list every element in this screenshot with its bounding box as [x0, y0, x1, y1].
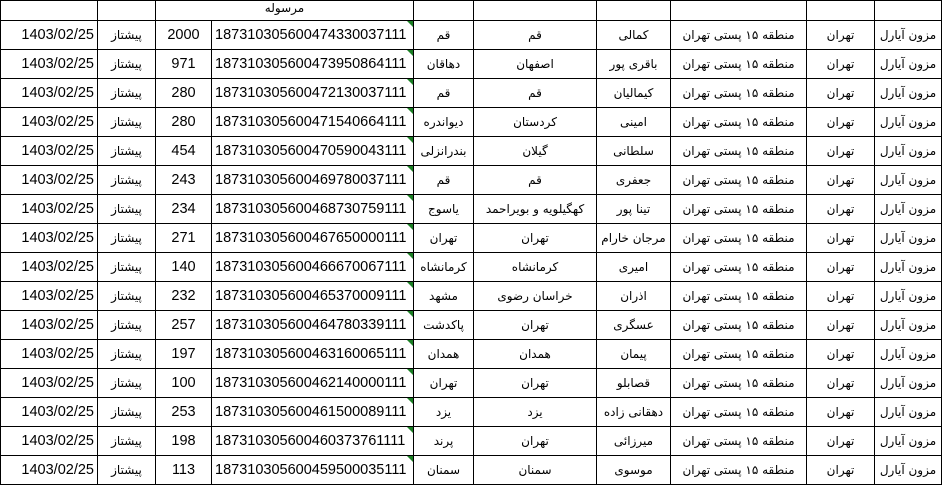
lastname-cell[interactable]: مرجان خارام: [597, 224, 671, 253]
city-cell[interactable]: قم: [414, 79, 474, 108]
service-cell[interactable]: پیشتاز: [98, 369, 156, 398]
cell[interactable]: [474, 1, 597, 21]
region-cell[interactable]: منطقه ۱۵ پستی تهران: [671, 50, 807, 79]
service-cell[interactable]: پیشتاز: [98, 137, 156, 166]
date-cell[interactable]: 1403/02/25: [1, 108, 98, 137]
province-cell[interactable]: تهران: [474, 427, 597, 456]
origin-cell[interactable]: تهران: [807, 282, 875, 311]
province-cell[interactable]: همدان: [474, 340, 597, 369]
service-cell[interactable]: پیشتاز: [98, 456, 156, 485]
region-cell[interactable]: منطقه ۱۵ پستی تهران: [671, 427, 807, 456]
sender-cell[interactable]: مزون آیارل: [875, 253, 942, 282]
city-cell[interactable]: تهران: [414, 224, 474, 253]
barcode-cell[interactable]: 187310305600474330037111: [212, 21, 414, 50]
region-cell[interactable]: منطقه ۱۵ پستی تهران: [671, 166, 807, 195]
table-row: [1, 79, 942, 108]
region-cell[interactable]: منطقه ۱۵ پستی تهران: [671, 398, 807, 427]
origin-cell[interactable]: تهران: [807, 253, 875, 282]
sender-cell[interactable]: مزون آیارل: [875, 137, 942, 166]
barcode-cell[interactable]: 187310305600462140000111: [212, 369, 414, 398]
cell[interactable]: [98, 1, 156, 21]
region-cell[interactable]: منطقه ۱۵ پستی تهران: [671, 21, 807, 50]
province-cell[interactable]: قم: [474, 166, 597, 195]
table-row: [1, 340, 942, 369]
barcode-cell[interactable]: 187310305600466670067111: [212, 253, 414, 282]
region-cell[interactable]: منطقه ۱۵ پستی تهران: [671, 108, 807, 137]
sender-cell[interactable]: مزون آیارل: [875, 311, 942, 340]
weight-cell[interactable]: 280: [156, 108, 212, 137]
origin-cell[interactable]: تهران: [807, 166, 875, 195]
region-cell[interactable]: منطقه ۱۵ پستی تهران: [671, 311, 807, 340]
cell[interactable]: [875, 1, 942, 21]
city-cell[interactable]: دیواندره: [414, 108, 474, 137]
origin-cell[interactable]: تهران: [807, 340, 875, 369]
date-cell[interactable]: 1403/02/25: [1, 311, 98, 340]
region-cell[interactable]: منطقه ۱۵ پستی تهران: [671, 195, 807, 224]
sender-cell[interactable]: مزون آیارل: [875, 369, 942, 398]
origin-cell[interactable]: تهران: [807, 50, 875, 79]
weight-cell[interactable]: 234: [156, 195, 212, 224]
service-cell[interactable]: پیشتاز: [98, 253, 156, 282]
origin-cell[interactable]: تهران: [807, 79, 875, 108]
table-row: [1, 311, 942, 340]
weight-cell[interactable]: 2000: [156, 21, 212, 50]
region-cell[interactable]: منطقه ۱۵ پستی تهران: [671, 282, 807, 311]
barcode-cell[interactable]: 187310305600467650000111: [212, 224, 414, 253]
table-row: [1, 398, 942, 427]
sent-header[interactable]: مرسوله: [156, 1, 414, 21]
province-cell[interactable]: کهگیلویه و بویراحمد: [474, 195, 597, 224]
date-cell[interactable]: 1403/02/25: [1, 369, 98, 398]
barcode-cell[interactable]: 187310305600469780037111: [212, 166, 414, 195]
weight-cell[interactable]: 271: [156, 224, 212, 253]
table-row: [1, 369, 942, 398]
weight-cell[interactable]: 197: [156, 340, 212, 369]
header-row: [1, 1, 942, 21]
table-row: [1, 456, 942, 485]
lastname-cell[interactable]: سلطانی: [597, 137, 671, 166]
origin-cell[interactable]: تهران: [807, 427, 875, 456]
province-cell[interactable]: سمنان: [474, 456, 597, 485]
lastname-cell[interactable]: جعفری: [597, 166, 671, 195]
table-row: [1, 195, 942, 224]
origin-cell[interactable]: تهران: [807, 137, 875, 166]
city-cell[interactable]: کرمانشاه: [414, 253, 474, 282]
service-cell[interactable]: پیشتاز: [98, 224, 156, 253]
origin-cell[interactable]: تهران: [807, 369, 875, 398]
origin-cell[interactable]: تهران: [807, 224, 875, 253]
date-cell[interactable]: 1403/02/25: [1, 137, 98, 166]
region-cell[interactable]: منطقه ۱۵ پستی تهران: [671, 456, 807, 485]
province-cell[interactable]: تهران: [474, 224, 597, 253]
weight-cell[interactable]: 454: [156, 137, 212, 166]
sender-cell[interactable]: مزون آیارل: [875, 108, 942, 137]
barcode-cell[interactable]: 187310305600463160065111: [212, 340, 414, 369]
date-cell[interactable]: 1403/02/25: [1, 398, 98, 427]
date-cell[interactable]: 1403/02/25: [1, 50, 98, 79]
province-cell[interactable]: خراسان رضوی: [474, 282, 597, 311]
barcode-cell[interactable]: 187310305600471540664111: [212, 108, 414, 137]
lastname-cell[interactable]: عسگری: [597, 311, 671, 340]
city-cell[interactable]: بندرانزلی: [414, 137, 474, 166]
service-cell[interactable]: پیشتاز: [98, 311, 156, 340]
origin-cell[interactable]: تهران: [807, 398, 875, 427]
cell[interactable]: [1, 1, 98, 21]
weight-cell[interactable]: 971: [156, 50, 212, 79]
sender-cell[interactable]: مزون آیارل: [875, 195, 942, 224]
date-cell[interactable]: 1403/02/25: [1, 340, 98, 369]
region-cell[interactable]: منطقه ۱۵ پستی تهران: [671, 137, 807, 166]
service-cell[interactable]: پیشتاز: [98, 427, 156, 456]
region-cell[interactable]: منطقه ۱۵ پستی تهران: [671, 253, 807, 282]
barcode-cell[interactable]: 187310305600473950864111: [212, 50, 414, 79]
province-cell[interactable]: کرمانشاه: [474, 253, 597, 282]
lastname-cell[interactable]: کیمالیان: [597, 79, 671, 108]
sender-cell[interactable]: مزون آیارل: [875, 398, 942, 427]
service-cell[interactable]: پیشتاز: [98, 398, 156, 427]
cell[interactable]: [597, 1, 671, 21]
date-cell[interactable]: 1403/02/25: [1, 21, 98, 50]
lastname-cell[interactable]: امیری: [597, 253, 671, 282]
region-cell[interactable]: منطقه ۱۵ پستی تهران: [671, 79, 807, 108]
city-cell[interactable]: همدان: [414, 340, 474, 369]
lastname-cell[interactable]: اذران: [597, 282, 671, 311]
service-cell[interactable]: پیشتاز: [98, 282, 156, 311]
weight-cell[interactable]: 243: [156, 166, 212, 195]
barcode-cell[interactable]: 187310305600470590043111: [212, 137, 414, 166]
sender-cell[interactable]: مزون آیارل: [875, 340, 942, 369]
service-cell[interactable]: پیشتاز: [98, 166, 156, 195]
table-row: [1, 50, 942, 79]
date-cell[interactable]: 1403/02/25: [1, 224, 98, 253]
service-cell[interactable]: پیشتاز: [98, 79, 156, 108]
city-cell[interactable]: پرند: [414, 427, 474, 456]
date-cell[interactable]: 1403/02/25: [1, 79, 98, 108]
province-cell[interactable]: تهران: [474, 369, 597, 398]
barcode-cell[interactable]: 187310305600461500089111: [212, 398, 414, 427]
sender-cell[interactable]: مزون آیارل: [875, 166, 942, 195]
date-cell[interactable]: 1403/02/25: [1, 195, 98, 224]
table-row: [1, 21, 942, 50]
origin-cell[interactable]: تهران: [807, 108, 875, 137]
province-cell[interactable]: تهران: [474, 311, 597, 340]
weight-cell[interactable]: 140: [156, 253, 212, 282]
table-row: [1, 166, 942, 195]
table-row: [1, 224, 942, 253]
lastname-cell[interactable]: میرزائی: [597, 427, 671, 456]
sender-cell[interactable]: مزون آیارل: [875, 79, 942, 108]
city-cell[interactable]: تهران: [414, 369, 474, 398]
region-cell[interactable]: منطقه ۱۵ پستی تهران: [671, 369, 807, 398]
sender-cell[interactable]: مزون آیارل: [875, 427, 942, 456]
cell[interactable]: [414, 1, 474, 21]
province-cell[interactable]: یزد: [474, 398, 597, 427]
service-cell[interactable]: پیشتاز: [98, 340, 156, 369]
lastname-cell[interactable]: تینا پور: [597, 195, 671, 224]
lastname-cell[interactable]: دهقانی زاده: [597, 398, 671, 427]
city-cell[interactable]: دهاقان: [414, 50, 474, 79]
lastname-cell[interactable]: کمالی: [597, 21, 671, 50]
sender-cell[interactable]: مزون آیارل: [875, 21, 942, 50]
city-cell[interactable]: سمنان: [414, 456, 474, 485]
sender-cell[interactable]: مزون آیارل: [875, 282, 942, 311]
sender-cell[interactable]: مزون آیارل: [875, 456, 942, 485]
table-row: [1, 282, 942, 311]
weight-cell[interactable]: 198: [156, 427, 212, 456]
weight-cell[interactable]: 113: [156, 456, 212, 485]
sender-cell[interactable]: مزون آیارل: [875, 50, 942, 79]
weight-cell[interactable]: 100: [156, 369, 212, 398]
table-row: [1, 427, 942, 456]
weight-cell[interactable]: 280: [156, 79, 212, 108]
origin-cell[interactable]: تهران: [807, 456, 875, 485]
lastname-cell[interactable]: باقری پور: [597, 50, 671, 79]
barcode-cell[interactable]: 187310305600459500035111: [212, 456, 414, 485]
weight-cell[interactable]: 253: [156, 398, 212, 427]
barcode-cell[interactable]: 187310305600472130037111: [212, 79, 414, 108]
date-cell[interactable]: 1403/02/25: [1, 253, 98, 282]
province-cell[interactable]: قم: [474, 21, 597, 50]
barcode-cell[interactable]: 187310305600464780339111: [212, 311, 414, 340]
region-cell[interactable]: منطقه ۱۵ پستی تهران: [671, 224, 807, 253]
date-cell[interactable]: 1403/02/25: [1, 166, 98, 195]
city-cell[interactable]: پاکدشت: [414, 311, 474, 340]
lastname-cell[interactable]: قصابلو: [597, 369, 671, 398]
service-cell[interactable]: پیشتاز: [98, 195, 156, 224]
date-cell[interactable]: 1403/02/25: [1, 282, 98, 311]
origin-cell[interactable]: تهران: [807, 311, 875, 340]
city-cell[interactable]: مشهد: [414, 282, 474, 311]
lastname-cell[interactable]: موسوی: [597, 456, 671, 485]
province-cell[interactable]: اصفهان: [474, 50, 597, 79]
barcode-cell[interactable]: 187310305600460373761111: [212, 427, 414, 456]
service-cell[interactable]: پیشتاز: [98, 108, 156, 137]
cell[interactable]: [671, 1, 807, 21]
weight-cell[interactable]: 257: [156, 311, 212, 340]
barcode-cell[interactable]: 187310305600465370009111: [212, 282, 414, 311]
date-cell[interactable]: 1403/02/25: [1, 456, 98, 485]
city-cell[interactable]: یزد: [414, 398, 474, 427]
origin-cell[interactable]: تهران: [807, 21, 875, 50]
service-cell[interactable]: پیشتاز: [98, 21, 156, 50]
lastname-cell[interactable]: امینی: [597, 108, 671, 137]
table-row: [1, 137, 942, 166]
lastname-cell[interactable]: پیمان: [597, 340, 671, 369]
origin-cell[interactable]: تهران: [807, 195, 875, 224]
region-cell[interactable]: منطقه ۱۵ پستی تهران: [671, 340, 807, 369]
sender-cell[interactable]: مزون آیارل: [875, 224, 942, 253]
table-row: [1, 108, 942, 137]
city-cell[interactable]: قم: [414, 21, 474, 50]
weight-cell[interactable]: 232: [156, 282, 212, 311]
service-cell[interactable]: پیشتاز: [98, 50, 156, 79]
province-cell[interactable]: کردستان: [474, 108, 597, 137]
barcode-cell[interactable]: 187310305600468730759111: [212, 195, 414, 224]
province-cell[interactable]: قم: [474, 79, 597, 108]
cell[interactable]: [807, 1, 875, 21]
city-cell[interactable]: قم: [414, 166, 474, 195]
date-cell[interactable]: 1403/02/25: [1, 427, 98, 456]
table-row: [1, 253, 942, 282]
province-cell[interactable]: گیلان: [474, 137, 597, 166]
city-cell[interactable]: یاسوج: [414, 195, 474, 224]
